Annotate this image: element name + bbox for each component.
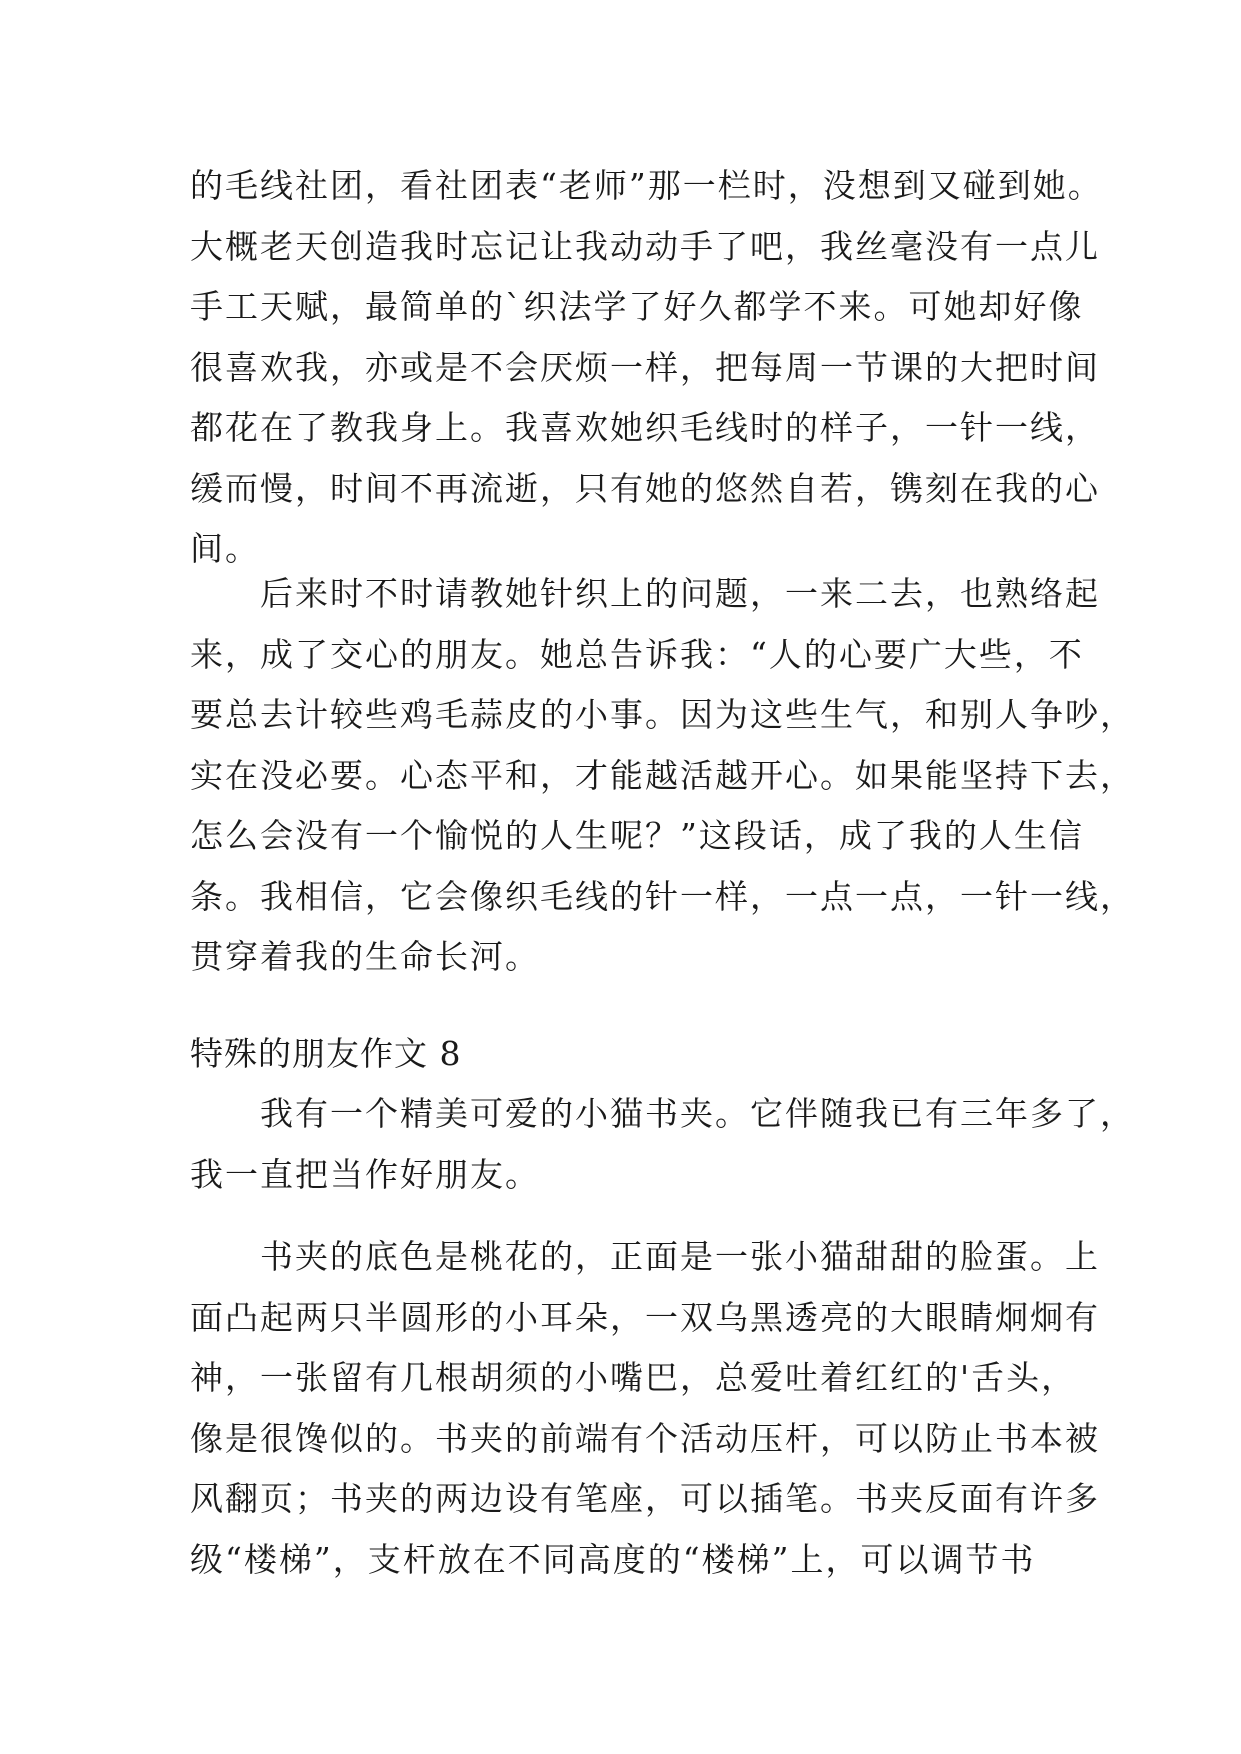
text-line: 都花在了教我身上。我喜欢她织毛线时的样子，一针一线， xyxy=(190,408,1100,447)
text-line: 来，成了交心的朋友。她总告诉我：“人的心要广大些，不 xyxy=(190,634,1084,674)
section-heading: 特殊的朋友作文 8 xyxy=(190,1034,462,1073)
text-line: 手工天赋，最简单的`织法学了好久都学不来。可她却好像 xyxy=(190,287,1084,326)
text-line: 后来时不时请教她针织上的问题，一来二去，也熟络起 xyxy=(190,574,1100,613)
text-line: 我一直把当作好朋友。 xyxy=(190,1154,540,1194)
paragraph-3 xyxy=(190,1084,1135,1205)
text-line: 书夹的底色是桃花的，正面是一张小猫甜甜的脸蛋。上 xyxy=(190,1237,1100,1276)
text-line: 实在没必要。心态平和，才能越活越开心。如果能坚持下去， xyxy=(190,755,1135,795)
text-line: 条。我相信，它会像织毛线的针一样，一点一点，一针一线， xyxy=(190,876,1135,916)
text-line: 风翻页；书夹的两边设有笔座，可以插笔。书夹反面有许多 xyxy=(190,1479,1100,1518)
text-line: 我有一个精美可爱的小猫书夹。它伴随我已有三年多了， xyxy=(190,1094,1135,1133)
text-line: 怎么会没有一个愉悦的人生呢？”这段话，成了我的人生信 xyxy=(190,816,1084,855)
text-line: 像是很馋似的。书夹的前端有个活动压杆，可以防止书本被 xyxy=(190,1418,1100,1458)
text-line: 神，一张留有几根胡须的小嘴巴，总爱吐着红红的'舌头， xyxy=(190,1358,1077,1397)
text-line: 的毛线社团，看社团表“老师”那一栏时，没想到又碰到她。 xyxy=(190,166,1103,205)
paragraph-2 xyxy=(190,564,1135,988)
paragraph-4 xyxy=(190,1227,1100,1590)
paragraph-1 xyxy=(190,156,1103,580)
text-line: 贯穿着我的生命长河。 xyxy=(190,937,540,976)
text-line: 级“楼梯”，支杆放在不同高度的“楼梯”上，可以调节书 xyxy=(190,1539,1036,1579)
text-line: 大概老天创造我时忘记让我动动手了吧，我丝毫没有一点儿 xyxy=(190,226,1100,266)
text-line: 间。 xyxy=(190,529,260,568)
text-line: 要总去计较些鸡毛蒜皮的小事。因为这些生气，和别人争吵， xyxy=(190,695,1135,734)
text-line: 缓而慢，时间不再流逝，只有她的悠然自若，镌刻在我的心 xyxy=(190,468,1100,508)
text-line: 很喜欢我，亦或是不会厌烦一样，把每周一节课的大把时间 xyxy=(190,347,1100,387)
text-line: 面凸起两只半圆形的小耳朵，一双乌黑透亮的大眼睛炯炯有 xyxy=(190,1297,1100,1337)
